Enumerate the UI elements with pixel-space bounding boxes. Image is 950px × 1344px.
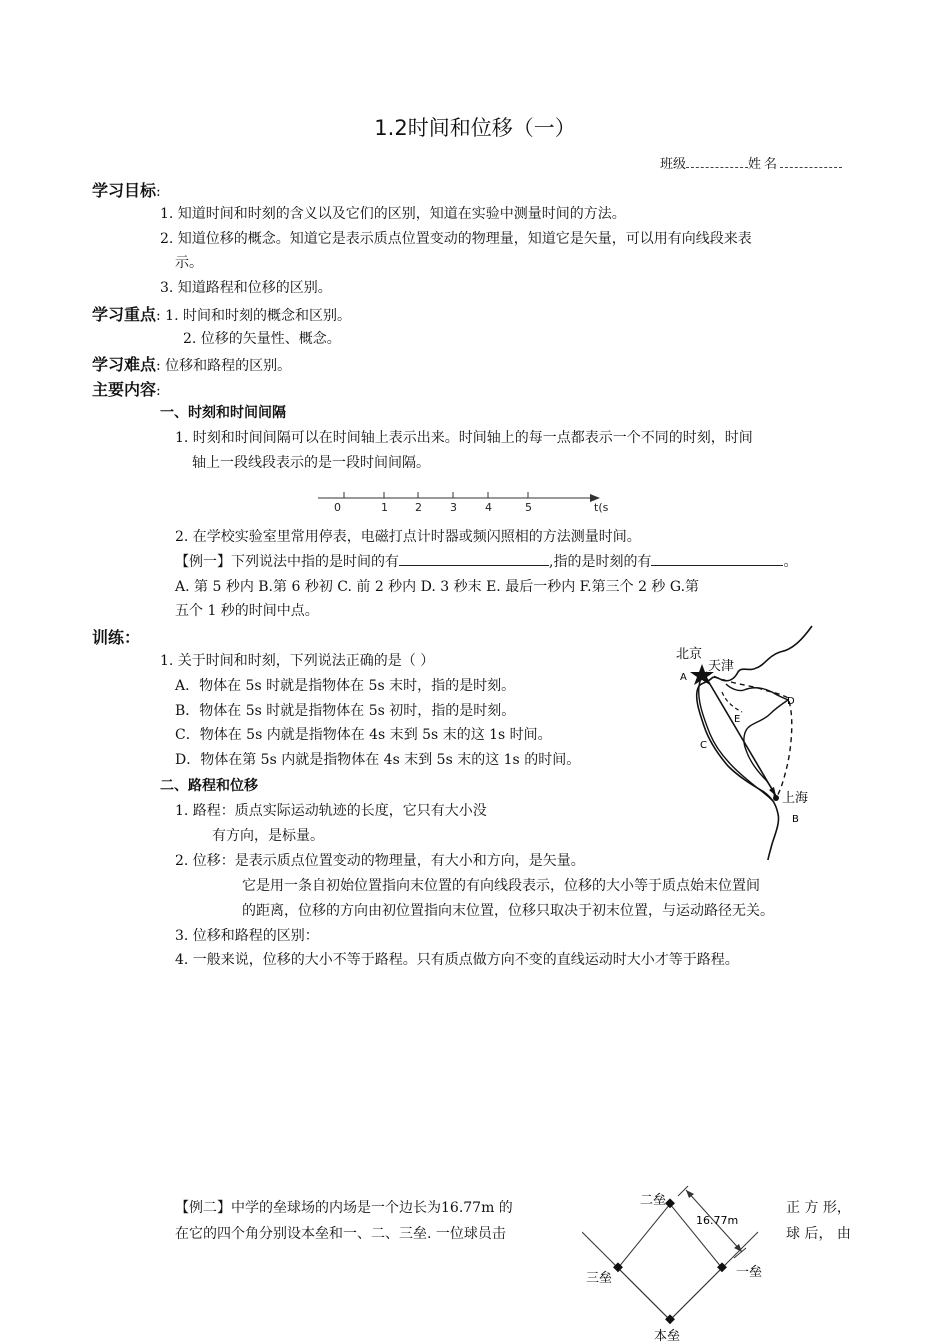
class-name-line [660,153,842,172]
key-point-item: 2. 位移的矢量性、概念。 [183,331,341,347]
goal-item: 1. 知道时间和时刻的含义以及它们的区别，知道在实验中测量时间的方法。 [160,206,626,222]
page-title: 1.2时间和位移（一） [374,116,576,140]
label-shanghai: 上海 [782,791,809,806]
main-content-heading: 主要内容: [92,380,161,399]
section2-item2-cont: 的距离，位移的方向由初位置指向末位置，位移只取决于初末位置，与运动路径无关。 [242,903,774,919]
section1-para1-cont: 轴上一段线段表示的是一段时间间隔。 [192,455,430,471]
goal-item-cont: 示。 [175,255,203,271]
section2-heading: 二、路程和位移 [160,778,258,794]
route-d [706,672,792,798]
section2-item1: 1. 路程：质点实际运动轨迹的长度，它只有大小没 [175,803,487,819]
section2-item2: 2. 位移：是表示质点位置变动的物理量，有大小和方向，是矢量。 [175,853,585,869]
class-label: 班级 [660,157,687,172]
label-tianjin: 天津 [708,659,735,674]
label-d: D [787,696,795,707]
training-option[interactable]: B．物体在 5s 时就是指物体在 5s 初时，指的是时刻。 [175,703,516,719]
example1-blank-duration[interactable] [399,553,549,566]
axis-tick-label: 1 [381,501,388,514]
example2-line2: 在它的四个角分别设本垒和一、二、三垒. 一位球员击 [175,1226,506,1242]
example2-line1: 【例二】中学的垒球场的内场是一个边长为16.77m 的 [175,1200,513,1216]
example1-options-cont: 五个 1 秒的时间中点。 [175,603,319,619]
difficulty-line: 学习难点: 位移和路程的区别。 [92,355,292,374]
displacement-arrow [704,674,776,796]
section2-item2-cont: 它是用一条自初始位置指向末位置的有向线段表示，位移的大小等于质点始末位置间 [242,878,760,894]
goal-item: 3. 知道路程和位移的区别。 [160,280,332,296]
section2-item3: 3. 位移和路程的区别： [175,928,319,944]
training-option[interactable]: C．物体在 5s 内就是指物体在 4s 末到 5s 末的这 1s 时间。 [175,727,552,743]
section1-para2: 2. 在学校实验室里常用停表，电磁打点计时器或频闪照相的方法测量时间。 [175,529,641,545]
key-points-line: 学习重点: 1. 时间和时刻的概念和区别。 [92,305,351,324]
route-map [672,622,822,862]
axis-tick-label: 4 [485,501,492,514]
axis-unit-label: t(s [594,501,609,514]
label-first-base: 一垒 [736,1265,763,1280]
training-option[interactable]: D．物体在第 5s 内就是指物体在 4s 末到 5s 末的这 1s 的时间。 [175,752,581,768]
section2-item4: 4. 一般来说，位移的大小不等于路程。只有质点做方向不变的直线运动时大小才等于路程。 [175,952,739,968]
goal-item: 2. 知道位移的概念。知道它是表示质点位置变动的物理量，知道它是矢量，可以用有向线段来表 [160,231,752,247]
example1-blank-instant[interactable] [651,553,783,566]
shanghai-marker [773,795,779,801]
label-home-base: 本垒 [654,1329,681,1344]
label-e: E [734,714,741,725]
axis-tick-label: 0 [334,501,341,514]
class-blank[interactable] [686,155,748,168]
training-heading: 训练： [92,628,141,647]
label-b: B [792,814,799,825]
example1-question: 【例一】下列说法中指的是时间的有 ,指的是时刻的有 。 [175,554,798,570]
time-axis [314,482,614,516]
example2-line1-right: 正 方 形， [786,1200,851,1216]
label-c: C [700,740,707,751]
section1-heading: 一、时刻和时间间隔 [160,405,286,421]
label-second-base: 二垒 [640,1193,667,1208]
goals-heading: 学习目标: [92,181,161,200]
name-label: 姓名 [748,157,781,172]
training-question: 1. 关于时间和时刻，下列说法正确的是（ ） [160,653,435,669]
training-option[interactable]: A．物体在 5s 时就是指物体在 5s 末时，指的是时刻。 [175,678,516,694]
label-a: A [680,672,687,683]
section1-para1: 1. 时刻和时间间隔可以在时间轴上表示出来。时间轴上的每一点都表示一个不同的时刻，时间 [175,430,753,446]
example1-options: A. 第 5 秒内 B.第 6 秒初 C. 前 2 秒内 D. 3 秒末 E. 最后一秒内 F.第三个 2 秒 G.第 [175,579,700,595]
axis-tick-label: 2 [415,501,422,514]
axis-tick-label: 3 [450,501,457,514]
axis-tick-label: 5 [525,501,532,514]
baseball-diamond [582,1182,782,1344]
label-beijing: 北京 [676,647,703,662]
example2-line2-right: 球 后， 由 [786,1226,851,1242]
section2-item1-cont: 有方向，是标量。 [212,828,324,844]
name-blank[interactable] [780,155,842,168]
second-base [665,1198,675,1208]
label-third-base: 三垒 [586,1271,613,1286]
label-side-length: 16.77m [696,1214,739,1227]
peninsula-outline [726,684,788,800]
